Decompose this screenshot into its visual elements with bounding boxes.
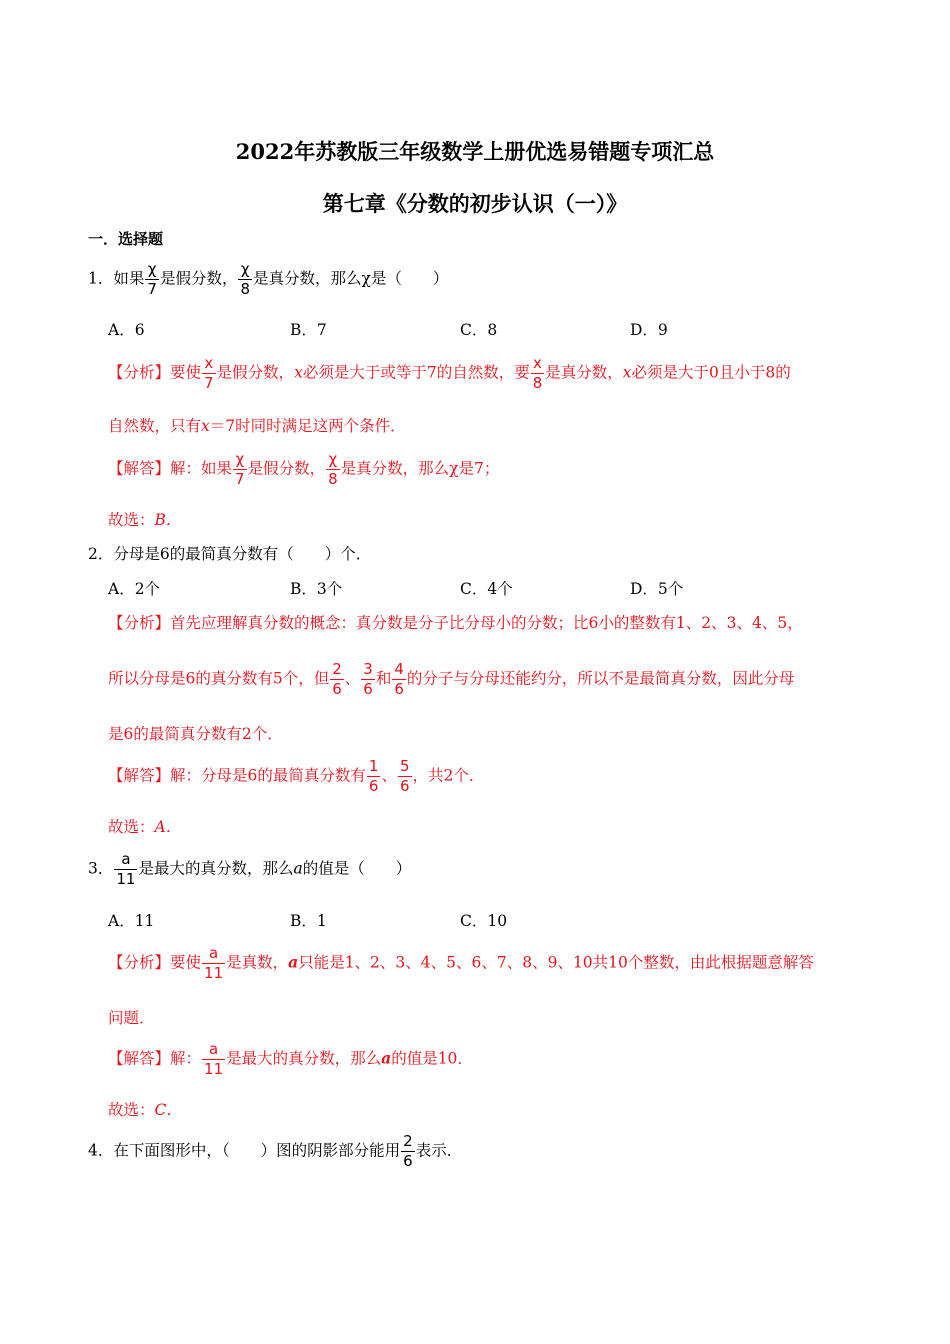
answer-2: 【解答】解：分母是6的最简真分数有 $\frac{1}{6}$ 、 $\frac{5}{6}$ ，共2个． [108,757,485,795]
fraction-x-over-8: $\frac{\chi}{8}$ [328,450,338,488]
answer-tag: 【解答】 [108,459,171,478]
question-text: 是假分数， [159,269,238,288]
option-b: B．7 [290,321,327,339]
fraction-a-over-11: $\frac{a}{11}$ [204,1040,224,1078]
fraction-a-over-11: $\frac{a}{11}$ [116,850,136,888]
question-number: 4． [88,1141,114,1160]
question-4: 4．在下面图形中，（ ）图的阴影部分能用 $\frac{2}{6}$ 表示． [88,1132,463,1170]
analysis-2-end: 是6的最简真分数有2个． [108,725,283,743]
section-heading: 一．选择题 [88,230,164,248]
option-a: A．11 [108,912,155,930]
option-b: B．1 [290,912,327,930]
fraction-2-over-6: $\frac{2}{6}$ [332,660,342,698]
question-number: 3． [88,859,114,878]
question-text: 是真分数，那么χ是（ ） [253,269,449,288]
analysis-1: 【分析】要使 $\frac{x}{7}$ 是假分数，x必须是大于或等于7的自然数，要 $\frac{x}{8}$ 是真分数，x必须是大于0且小于8的 [108,354,791,392]
document-title: 2022年苏教版三年级数学上册优选易错题专项汇总 [235,139,715,164]
analysis-3: 【分析】要使 $\frac{a}{11}$ 是真数，a只能是1、2、3、4、5、6、7、8、9、10共10个整数，由此根据题意解答 [108,944,814,982]
answer-tag: 【解答】 [108,1049,171,1068]
fraction-x-over-7: $\frac{\chi}{7}$ [235,450,245,488]
analysis-2: 【分析】首先应理解真分数的概念：真分数是分子比分母小的分数；比6小的整数有1、2、3、4、5， [108,614,803,632]
analysis-1-cont: 自然数，只有x＝7时同时满足这两个条件． [108,417,406,435]
option-d: D．5个 [630,580,684,598]
question-2 [88,542,371,564]
option-b: B．3个 [290,580,343,598]
option-c: C．8 [460,321,498,339]
question-3: 3． $\frac{a}{11}$ 是最大的真分数，那么a的值是（ ） [88,850,412,888]
fraction-2-over-6: $\frac{2}{6}$ [403,1132,413,1170]
fraction-1-over-6: $\frac{1}{6}$ [368,757,379,795]
option-c: C．10 [460,912,508,930]
chapter-title: 第七章《分数的初步认识（一）》 [322,191,628,216]
option-a: A．6 [108,321,145,339]
fraction-4-over-6: $\frac{4}{6}$ [394,660,404,698]
option-a: A．2个 [108,580,161,598]
analysis-tag: 【分析】 [108,614,171,632]
choice-1: 故选：B． [108,511,182,529]
answer-tag: 【解答】 [108,766,171,785]
analysis-tag: 【分析】 [108,363,171,382]
option-d: D．9 [630,321,668,339]
analysis-2-cont: 所以分母是6的真分数有5个，但 $\frac{2}{6}$ 、 $\frac{3}{6}$ 和 $\frac{4}{6}$ 的分子与分母还能约分，所以不是最简真分数，因此分母 [108,660,795,698]
fraction-a-over-11: $\frac{a}{11}$ [204,944,224,982]
fraction-3-over-6: $\frac{3}{6}$ [363,660,373,698]
choice-3: 故选：C． [108,1101,182,1119]
fraction-x-over-8: $\frac{x}{8}$ [532,354,543,392]
question-text: 分母是6的最简真分数有（ ）个． [113,545,372,563]
question-number: 1． [88,269,114,288]
question-1 [88,262,448,297]
fraction-x-over-7: $\frac{x}{7}$ [204,354,214,392]
choice-2: 故选：A． [108,818,182,836]
option-c: C．4个 [460,580,513,598]
answer-1: 【解答】解：如果 $\frac{\chi}{7}$ 是假分数， $\frac{\chi}{8}$ 是真分数，那么χ是7； [108,450,500,488]
question-number: 2． [88,545,114,563]
answer-3: 【解答】解： $\frac{a}{11}$ 是最大的真分数，那么a的值是10． [108,1040,473,1078]
fraction-x-over-7: $\frac{\chi}{7}$ [147,260,157,298]
analysis-tag: 【分析】 [108,953,171,972]
analysis-3-cont: 问题． [108,1009,155,1027]
fraction-x-over-8: $\frac{\chi}{8}$ [240,260,250,298]
fraction-5-over-6: $\frac{5}{6}$ [399,757,410,795]
question-text: 如果 [113,269,145,288]
